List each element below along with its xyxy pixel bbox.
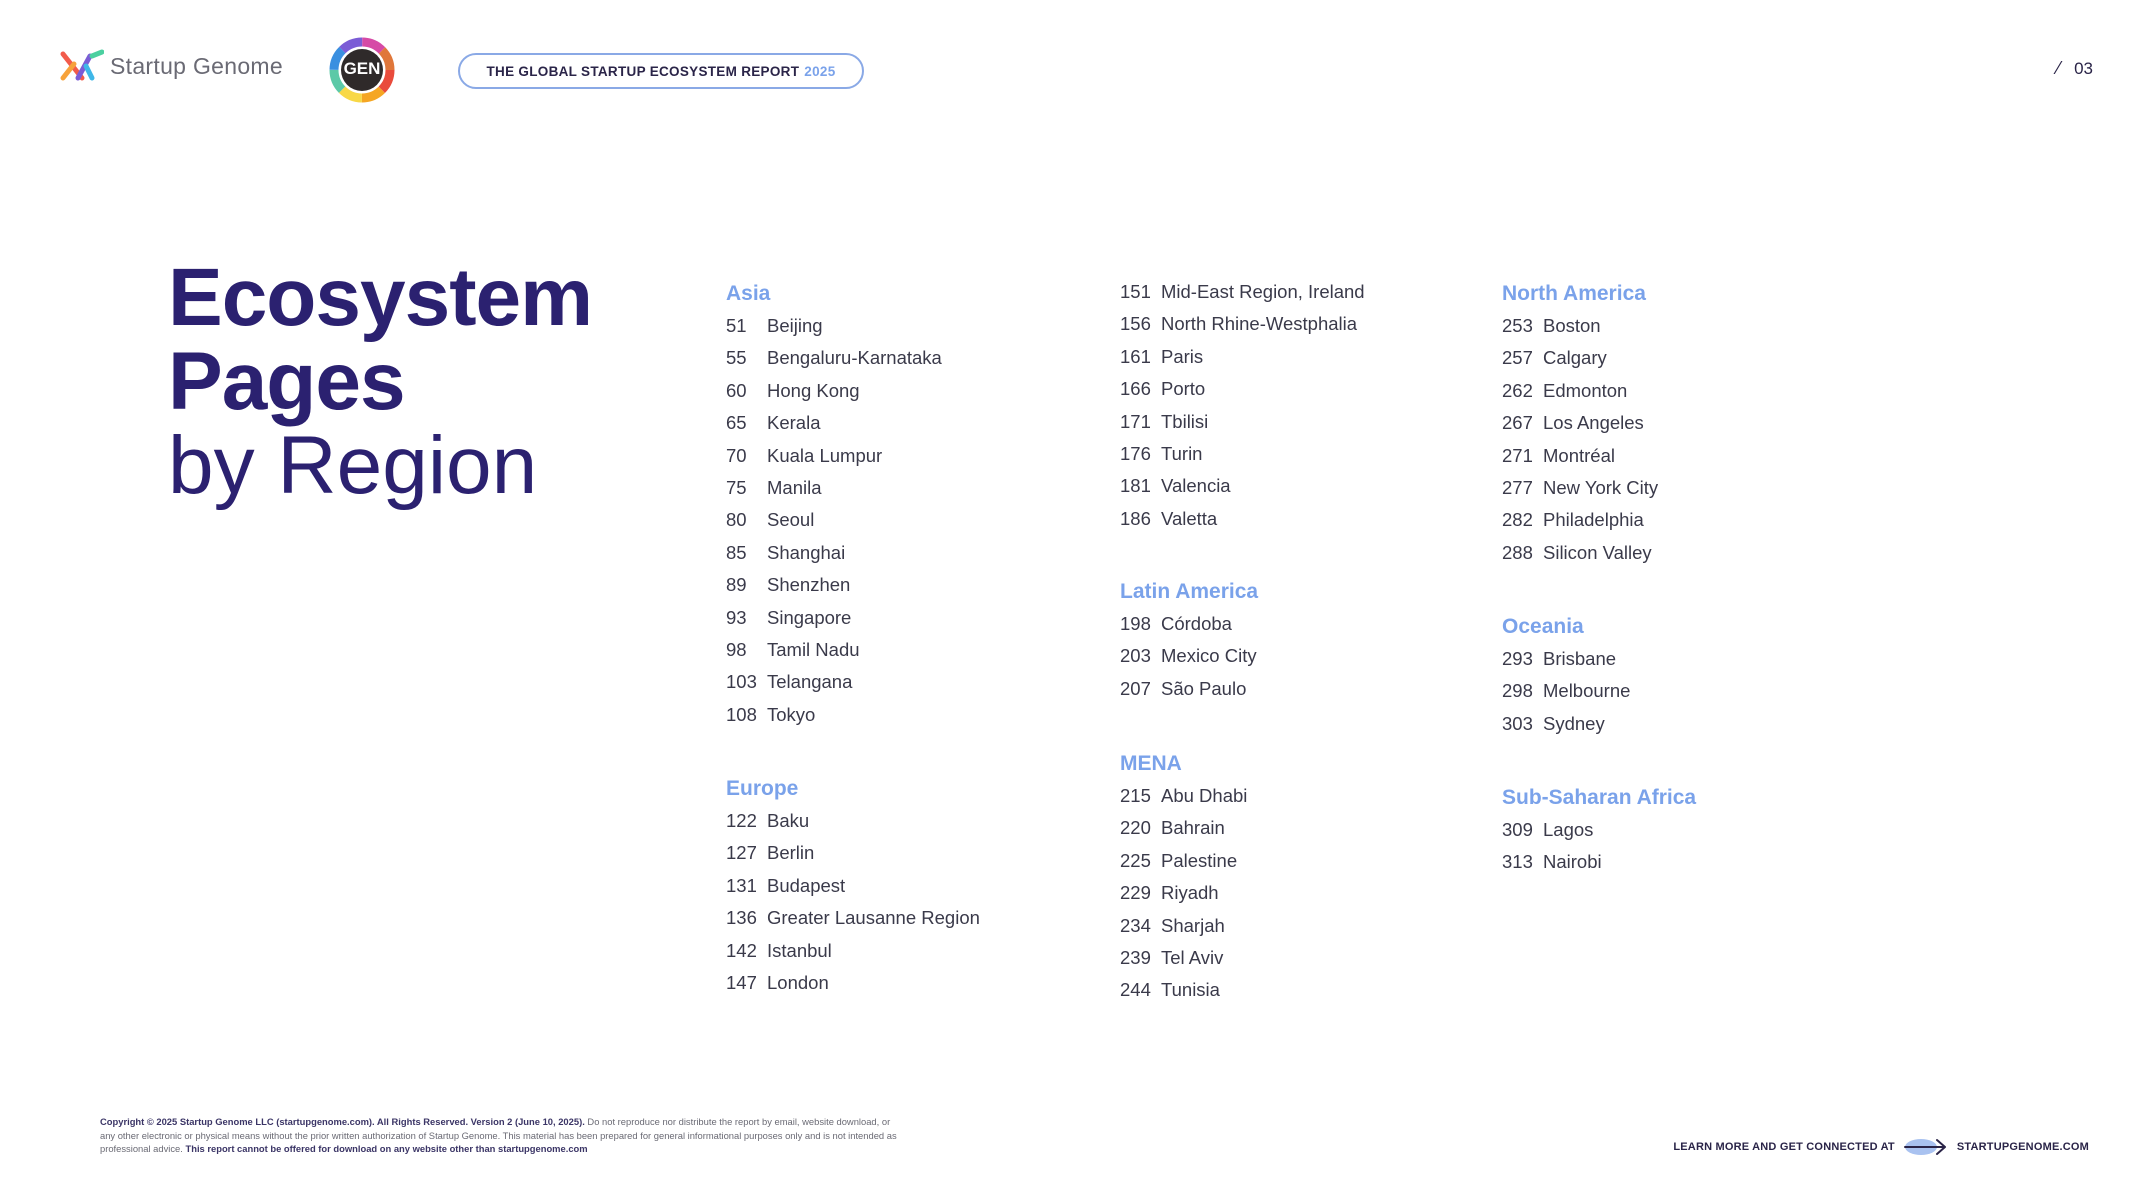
entry-ecosystem-name: Calgary xyxy=(1543,347,1607,369)
entry-ecosystem-name: Budapest xyxy=(767,874,846,896)
entry-page-number: 313 xyxy=(1502,851,1533,873)
entry-page-number: 239 xyxy=(1120,946,1151,968)
region-entry[interactable] xyxy=(1502,675,1902,707)
entry-page-number: 136 xyxy=(726,907,757,929)
entry-ecosystem-name: Greater Lausanne Region xyxy=(767,907,980,929)
title-line-1: Ecosystem xyxy=(168,252,593,343)
entry-page-number: 309 xyxy=(1502,819,1533,840)
region-entry[interactable] xyxy=(1502,472,1902,504)
entry-page-number: 80 xyxy=(726,509,747,531)
entry-page-number: 156 xyxy=(1120,313,1151,335)
region-entry[interactable] xyxy=(726,805,1126,837)
region-entry[interactable] xyxy=(1120,780,1520,812)
entry-ecosystem-name: São Paulo xyxy=(1161,677,1247,699)
region-heading: Latin America xyxy=(1120,580,1259,603)
region-entry[interactable] xyxy=(1120,276,1520,308)
region-entry[interactable] xyxy=(1502,643,1902,675)
entry-ecosystem-name: Mid-East Region, Ireland xyxy=(1161,281,1365,302)
entry-ecosystem-name: Edmonton xyxy=(1543,379,1628,401)
entry-ecosystem-name: Tokyo xyxy=(767,703,816,725)
entry-ecosystem-name: Nairobi xyxy=(1543,851,1602,873)
entry-page-number: 234 xyxy=(1120,914,1151,936)
region-heading: Europe xyxy=(726,777,799,800)
report-year: 2025 xyxy=(804,63,836,79)
startup-genome-logo[interactable] xyxy=(60,48,283,84)
region-entry[interactable] xyxy=(1120,608,1520,640)
copyright-notice xyxy=(100,1115,900,1156)
arrow-icon xyxy=(1903,1136,1949,1158)
region-entry[interactable] xyxy=(726,967,1126,999)
region-heading: Oceania xyxy=(1502,615,1584,638)
entry-ecosystem-name: Lagos xyxy=(1543,819,1594,840)
entry-ecosystem-name: Kerala xyxy=(767,412,821,434)
region-entry[interactable] xyxy=(1120,812,1520,844)
entry-page-number: 298 xyxy=(1502,680,1533,702)
region-entry[interactable] xyxy=(1120,438,1520,470)
region-mena xyxy=(1120,748,1520,1007)
entry-ecosystem-name: Tel Aviv xyxy=(1161,946,1224,968)
entry-ecosystem-name: Philadelphia xyxy=(1543,509,1644,531)
region-entry[interactable] xyxy=(1502,814,1902,846)
region-entry[interactable] xyxy=(1120,942,1520,974)
logo-text: Startup Genome xyxy=(110,52,283,79)
region-entry[interactable] xyxy=(726,440,1126,472)
entry-page-number: 55 xyxy=(726,347,747,369)
entry-page-number: 203 xyxy=(1120,645,1151,667)
entry-page-number: 166 xyxy=(1120,378,1151,400)
entry-page-number: 108 xyxy=(726,703,757,725)
region-heading: Asia xyxy=(726,282,771,305)
region-heading: MENA xyxy=(1120,752,1182,775)
region-entry[interactable] xyxy=(726,935,1126,967)
region-heading: North America xyxy=(1502,282,1646,305)
region-entry[interactable] xyxy=(1502,407,1902,439)
region-europe-continued xyxy=(1120,276,1520,535)
gen-badge xyxy=(329,37,395,103)
copyright-bold: Copyright © 2025 Startup Genome LLC (startupgenome.com). All Rights Reserved. Version 2 (June 10, 2025). xyxy=(100,1116,585,1127)
gen-badge-text: GEN xyxy=(343,59,381,78)
entry-ecosystem-name: Brisbane xyxy=(1543,648,1617,669)
region-entry[interactable] xyxy=(1502,504,1902,536)
entry-page-number: 171 xyxy=(1120,410,1151,432)
entry-page-number: 161 xyxy=(1120,345,1151,367)
entry-page-number: 103 xyxy=(726,671,757,693)
entry-page-number: 147 xyxy=(726,971,757,993)
cta-link[interactable]: STARTUPGENOME.COM xyxy=(1956,1141,2089,1153)
page-number-text: 03 xyxy=(2074,58,2093,78)
entry-page-number: 225 xyxy=(1120,849,1151,871)
entry-page-number: 51 xyxy=(726,315,747,336)
region-entry[interactable] xyxy=(1120,910,1520,942)
entry-page-number: 127 xyxy=(726,842,757,864)
region-entry[interactable] xyxy=(1120,308,1520,340)
region-entry[interactable] xyxy=(1502,310,1902,342)
entry-page-number: 220 xyxy=(1120,817,1151,839)
entry-ecosystem-name: Istanbul xyxy=(767,939,832,961)
region-entry[interactable] xyxy=(1120,845,1520,877)
entry-ecosystem-name: Tamil Nadu xyxy=(767,638,860,660)
region-oceania xyxy=(1502,611,1902,740)
region-entry[interactable] xyxy=(1120,503,1520,535)
entry-ecosystem-name: Seoul xyxy=(767,509,815,531)
region-entry[interactable] xyxy=(726,537,1126,569)
region-entry[interactable] xyxy=(726,666,1126,698)
entry-ecosystem-name: Turin xyxy=(1161,442,1203,464)
region-entry[interactable] xyxy=(726,602,1126,634)
entry-ecosystem-name: Manila xyxy=(767,476,822,498)
entry-ecosystem-name: Mexico City xyxy=(1161,645,1257,667)
entry-page-number: 257 xyxy=(1502,347,1533,369)
entry-page-number: 207 xyxy=(1120,677,1151,699)
entry-page-number: 288 xyxy=(1502,541,1533,563)
entry-ecosystem-name: Baku xyxy=(767,810,810,831)
region-entry[interactable] xyxy=(726,699,1126,731)
entry-page-number: 122 xyxy=(726,810,757,831)
region-entry[interactable] xyxy=(1120,341,1520,373)
entry-page-number: 131 xyxy=(726,874,757,896)
entry-ecosystem-name: Berlin xyxy=(767,842,815,864)
report-title-pill xyxy=(458,53,864,89)
entry-page-number: 60 xyxy=(726,379,747,401)
entry-page-number: 229 xyxy=(1120,882,1151,904)
region-heading: Sub-Saharan Africa xyxy=(1502,786,1697,809)
region-entry[interactable] xyxy=(1502,440,1902,472)
region-entry[interactable] xyxy=(1502,846,1902,878)
entry-ecosystem-name: Valencia xyxy=(1161,475,1231,497)
entry-page-number: 181 xyxy=(1120,475,1151,497)
region-entry[interactable] xyxy=(1502,537,1902,569)
entry-page-number: 65 xyxy=(726,412,747,434)
entry-page-number: 277 xyxy=(1502,476,1533,498)
entry-page-number: 253 xyxy=(1502,315,1533,336)
entry-ecosystem-name: Kuala Lumpur xyxy=(767,444,883,466)
entry-ecosystem-name: Shanghai xyxy=(767,541,846,563)
region-entry[interactable] xyxy=(726,472,1126,504)
copyright-text: Do not reproduce nor distribute the report by email, website download, or any other electronic or physical means without the prior written authorization of Startup Genome. This material has been prepared for general informational purposes only and is not intended as professional advice. xyxy=(100,1116,897,1154)
region-europe xyxy=(726,773,1126,999)
entry-ecosystem-name: Boston xyxy=(1543,315,1601,336)
entry-page-number: 176 xyxy=(1120,442,1151,464)
page-title xyxy=(168,252,593,511)
region-entry[interactable] xyxy=(726,407,1126,439)
region-entry[interactable] xyxy=(1120,406,1520,438)
region-entry[interactable] xyxy=(726,375,1126,407)
entry-ecosystem-name: North Rhine-Westphalia xyxy=(1161,313,1358,335)
entry-ecosystem-name: Riyadh xyxy=(1161,882,1219,904)
entry-ecosystem-name: Hong Kong xyxy=(767,379,860,401)
region-entry[interactable] xyxy=(726,569,1126,601)
region-entry[interactable] xyxy=(1120,974,1520,1006)
entry-page-number: 198 xyxy=(1120,613,1151,634)
region-sub-saharan-africa xyxy=(1502,782,1902,879)
entry-ecosystem-name: Valetta xyxy=(1161,507,1218,529)
region-entry[interactable] xyxy=(726,342,1126,374)
entry-ecosystem-name: Telangana xyxy=(767,671,853,693)
entry-ecosystem-name: Los Angeles xyxy=(1543,412,1644,434)
entry-page-number: 151 xyxy=(1120,281,1151,302)
entry-ecosystem-name: Paris xyxy=(1161,345,1204,367)
entry-page-number: 303 xyxy=(1502,712,1533,734)
region-entry[interactable] xyxy=(1120,470,1520,502)
entry-page-number: 70 xyxy=(726,444,747,466)
region-entry[interactable] xyxy=(726,310,1126,342)
entry-page-number: 271 xyxy=(1502,444,1533,466)
entry-ecosystem-name: Abu Dhabi xyxy=(1161,785,1248,806)
slash-icon: ⁄ xyxy=(2057,58,2061,78)
entry-ecosystem-name: London xyxy=(767,971,829,993)
region-entry[interactable] xyxy=(726,634,1126,666)
entry-page-number: 85 xyxy=(726,541,747,563)
entry-page-number: 186 xyxy=(1120,507,1151,529)
report-title: THE GLOBAL STARTUP ECOSYSTEM REPORT xyxy=(486,63,800,79)
region-entry[interactable] xyxy=(726,902,1126,934)
region-entry[interactable] xyxy=(726,837,1126,869)
entry-ecosystem-name: Sharjah xyxy=(1161,914,1225,936)
entry-page-number: 262 xyxy=(1502,379,1533,401)
entry-ecosystem-name: Tunisia xyxy=(1161,979,1220,1001)
region-latin-america xyxy=(1120,576,1520,705)
entry-ecosystem-name: Shenzhen xyxy=(767,574,851,596)
region-entry[interactable] xyxy=(1120,673,1520,705)
region-asia xyxy=(726,278,1126,731)
entry-ecosystem-name: Singapore xyxy=(767,606,852,628)
startup-genome-x-icon xyxy=(60,48,104,84)
entry-ecosystem-name: Montréal xyxy=(1543,444,1615,466)
region-entry[interactable] xyxy=(1120,640,1520,672)
entry-page-number: 282 xyxy=(1502,509,1533,531)
region-entry[interactable] xyxy=(1502,342,1902,374)
entry-page-number: 293 xyxy=(1502,648,1533,669)
entry-ecosystem-name: Córdoba xyxy=(1161,613,1232,634)
entry-ecosystem-name: Palestine xyxy=(1161,849,1238,871)
region-entry[interactable] xyxy=(1120,373,1520,405)
region-entry[interactable] xyxy=(1502,375,1902,407)
region-entry[interactable] xyxy=(1120,877,1520,909)
cta-label: LEARN MORE AND GET CONNECTED AT xyxy=(1673,1141,1895,1153)
entry-page-number: 75 xyxy=(726,476,747,498)
entry-page-number: 93 xyxy=(726,606,747,628)
footer-cta[interactable] xyxy=(1673,1136,2089,1158)
page-number xyxy=(2057,58,2093,79)
region-entry[interactable] xyxy=(1502,708,1902,740)
entry-ecosystem-name: Tbilisi xyxy=(1161,410,1209,432)
entry-page-number: 267 xyxy=(1502,412,1533,434)
region-entry[interactable] xyxy=(726,870,1126,902)
entry-page-number: 215 xyxy=(1120,785,1151,806)
entry-page-number: 244 xyxy=(1120,979,1151,1001)
entry-ecosystem-name: Bengaluru-Karnataka xyxy=(767,347,942,369)
region-entry[interactable] xyxy=(726,504,1126,536)
entry-ecosystem-name: Silicon Valley xyxy=(1543,541,1652,563)
entry-ecosystem-name: Sydney xyxy=(1543,712,1605,734)
title-line-3: by Region xyxy=(168,420,538,511)
entry-page-number: 98 xyxy=(726,638,747,660)
entry-ecosystem-name: Beijing xyxy=(767,315,823,336)
title-line-2: Pages xyxy=(168,336,405,427)
entry-page-number: 89 xyxy=(726,574,747,596)
entry-ecosystem-name: Porto xyxy=(1161,378,1206,400)
copyright-bold-2: This report cannot be offered for download on any website other than startupgenome.com xyxy=(185,1143,588,1154)
region-north-america xyxy=(1502,278,1902,569)
entry-ecosystem-name: New York City xyxy=(1543,476,1659,498)
entry-ecosystem-name: Melbourne xyxy=(1543,680,1631,702)
entry-page-number: 142 xyxy=(726,939,757,961)
entry-ecosystem-name: Bahrain xyxy=(1161,817,1225,839)
